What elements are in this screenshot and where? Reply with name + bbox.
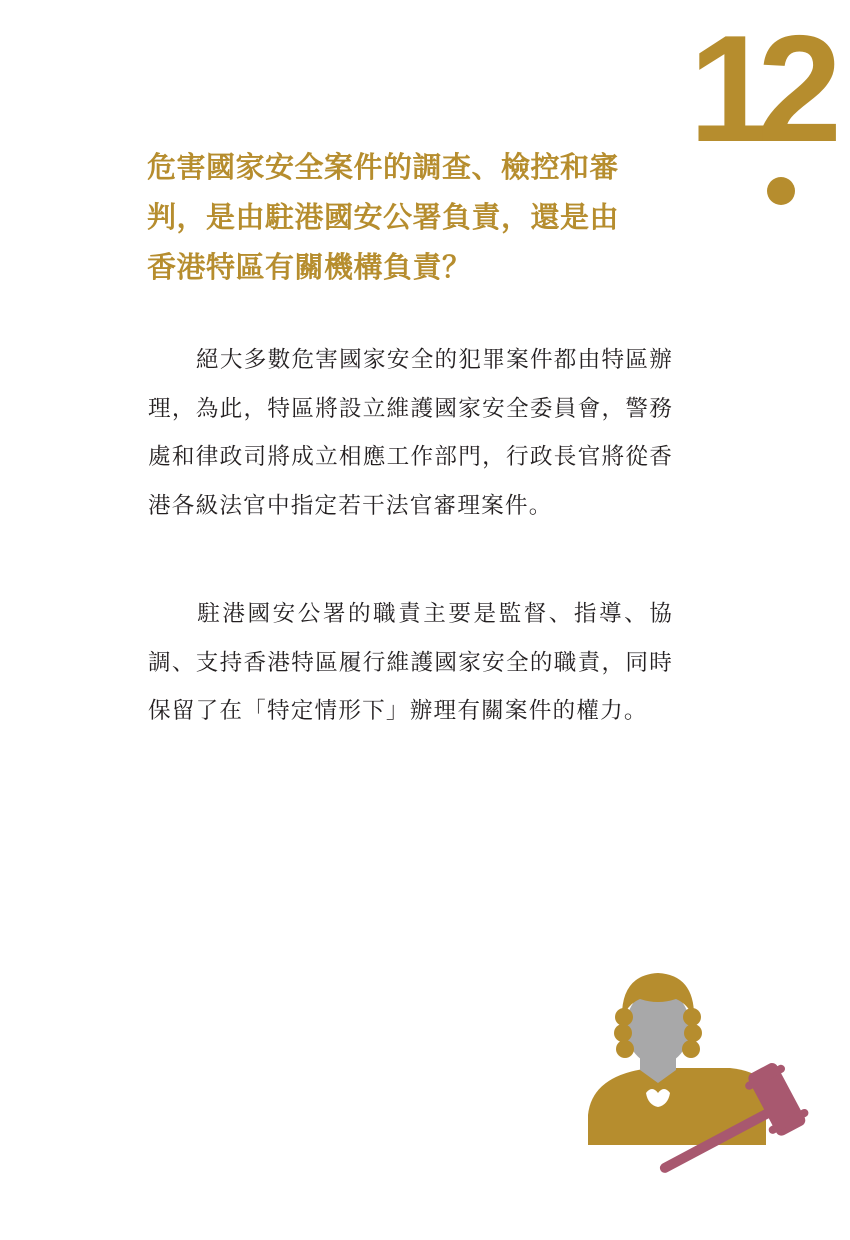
page-number-dot (767, 177, 795, 205)
page-number: 12 (688, 4, 826, 174)
wig-curl (616, 1040, 634, 1058)
answer-paragraph-1-text: 絕大多數危害國家安全的犯罪案件都由特區辦理，為此，特區將設立維護國家安全委員會，警務處和律政司將成立相應工作部門，行政長官將從香港各級法官中指定若干法官審理案件。 (148, 347, 673, 519)
wig-curl (614, 1024, 632, 1042)
answer-paragraph-2-text: 駐港國安公署的職責主要是監督、指導、協調、支持香港特區履行維護國家安全的職責，同時保留了在「特定情形下」辦理有關案件的權力。 (148, 601, 673, 724)
wig-curl (684, 1024, 702, 1042)
question-line: 判，是由駐港國安公署負責，還是由 (147, 200, 620, 234)
wig-curl (615, 1008, 633, 1026)
wig-curl (682, 1040, 700, 1058)
judge-icon (580, 965, 820, 1180)
answer-paragraph-1 (148, 336, 673, 530)
wig-curl (683, 1008, 701, 1026)
question-line: 香港特區有關機構負責？ (147, 250, 472, 284)
question-heading (147, 142, 677, 292)
answer-paragraph-2 (148, 590, 673, 736)
question-line: 危害國家安全案件的調查、檢控和審 (147, 150, 620, 184)
